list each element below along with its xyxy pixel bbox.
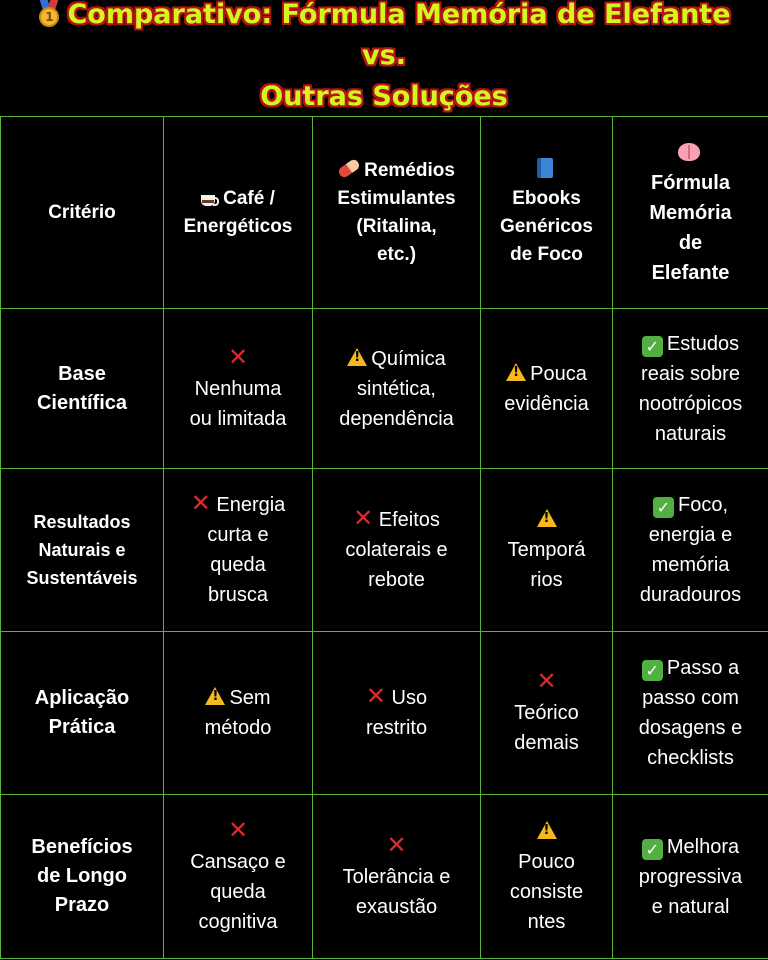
cell-line: Tolerância e xyxy=(342,865,451,888)
table-cell xyxy=(164,795,313,959)
cell-line: progressiva xyxy=(638,865,743,888)
book-icon xyxy=(537,158,553,178)
check-icon: ✓ xyxy=(642,660,663,681)
row-criterion xyxy=(1,632,164,795)
table-row xyxy=(1,469,768,632)
title-line-1: Comparativo: Fórmula Memória de Elefante vs. xyxy=(67,0,731,71)
cell-line: método xyxy=(204,717,272,739)
page-title xyxy=(0,0,768,116)
cell-line: rebote xyxy=(368,569,425,591)
pill-icon xyxy=(337,157,361,179)
check-icon: ✓ xyxy=(642,839,663,860)
brain-icon xyxy=(678,143,700,161)
cell-line: Efeitos xyxy=(378,509,440,531)
cell-line: ou limitada xyxy=(189,407,287,430)
cell-line: Pouca xyxy=(530,362,587,385)
warning-icon xyxy=(347,348,367,366)
cell-line: Foco, xyxy=(677,494,729,516)
cell-line: ntes xyxy=(527,910,566,933)
header-label: Critério xyxy=(48,201,116,223)
table-cell xyxy=(313,469,481,632)
header-criterio xyxy=(1,117,164,309)
x-icon: ✕ xyxy=(353,504,374,532)
header-label: Energéticos xyxy=(183,215,293,237)
x-icon: ✕ xyxy=(536,667,557,695)
cell-line: sintética, xyxy=(357,377,436,400)
cell-line: Nenhuma xyxy=(194,377,282,400)
table-cell xyxy=(164,309,313,469)
criterion-line: Benefícios xyxy=(31,836,133,858)
table-cell xyxy=(481,309,613,469)
cell-line: Temporá xyxy=(507,539,586,561)
table-cell xyxy=(164,469,313,632)
cell-line: rios xyxy=(530,569,563,591)
row-criterion xyxy=(1,309,164,469)
cell-line: Cansaço e xyxy=(190,850,286,873)
header-label: Remédios xyxy=(364,159,455,181)
criterion-line: Científica xyxy=(36,391,128,414)
x-icon: ✕ xyxy=(227,815,249,844)
criterion-line: Naturais e xyxy=(38,540,126,560)
header-label: etc.) xyxy=(376,243,417,265)
cell-line: queda xyxy=(210,880,266,903)
title-line-2: Outras Soluções xyxy=(260,80,508,112)
table-row xyxy=(1,795,768,959)
row-criterion xyxy=(1,795,164,959)
header-ebooks xyxy=(481,117,613,309)
criterion-line: Sustentáveis xyxy=(26,568,138,588)
cell-line: Melhora xyxy=(666,835,740,858)
cell-line: nootrópicos xyxy=(638,392,743,415)
cell-line: queda xyxy=(210,554,266,576)
cell-line: colaterais e xyxy=(345,539,448,561)
check-icon: ✓ xyxy=(653,497,674,518)
header-cafe xyxy=(164,117,313,309)
cell-line: energia e xyxy=(648,524,733,546)
header-label: Genéricos xyxy=(500,215,593,237)
header-label: (Ritalina, xyxy=(356,215,437,237)
criterion-line: Base xyxy=(58,362,106,385)
table-cell xyxy=(613,309,768,469)
header-formula xyxy=(613,117,768,309)
header-label: Elefante xyxy=(651,261,730,284)
cell-line: cognitiva xyxy=(198,910,278,933)
cell-line: memória xyxy=(651,554,730,576)
cell-line: brusca xyxy=(207,584,269,606)
cell-line: naturais xyxy=(654,422,727,445)
header-label: de xyxy=(678,231,703,254)
table-row xyxy=(1,632,768,795)
warning-icon xyxy=(537,509,557,527)
header-label: Café / xyxy=(223,187,275,209)
criterion-line: Prática xyxy=(48,716,116,738)
cell-line: Sem xyxy=(229,687,271,709)
warning-icon xyxy=(537,821,557,839)
x-icon: ✕ xyxy=(227,342,249,371)
cell-line: Química xyxy=(371,347,446,370)
cell-line: Teórico xyxy=(514,702,579,724)
cell-line: restrito xyxy=(365,717,428,739)
cell-line: Energia xyxy=(216,494,286,516)
cell-line: e natural xyxy=(651,895,730,918)
header-label: de Foco xyxy=(510,243,583,265)
header-label: Memória xyxy=(649,201,732,224)
check-icon: ✓ xyxy=(642,336,663,357)
cell-line: dependência xyxy=(339,407,454,430)
header-label: Fórmula xyxy=(651,171,730,194)
criterion-line: Resultados xyxy=(33,512,131,532)
medal-icon: 1 xyxy=(37,0,61,27)
cell-line: Passo a xyxy=(666,657,740,679)
cell-line: checklists xyxy=(647,747,734,769)
cell-line: passo com xyxy=(642,687,739,709)
cell-line: dosagens e xyxy=(638,717,743,739)
x-icon: ✕ xyxy=(190,489,211,517)
cell-line: Estudos xyxy=(666,332,740,355)
coffee-icon xyxy=(201,190,219,206)
warning-icon xyxy=(205,687,225,705)
cell-line: curta e xyxy=(207,524,269,546)
header-row xyxy=(1,117,768,309)
criterion-line: de Longo xyxy=(37,865,127,887)
table-row xyxy=(1,309,768,469)
comparison-table xyxy=(0,116,768,959)
table-cell xyxy=(481,469,613,632)
x-icon: ✕ xyxy=(365,682,386,710)
table-cell xyxy=(481,795,613,959)
x-icon: ✕ xyxy=(386,830,407,859)
criterion-line: Aplicação xyxy=(34,687,130,709)
header-label: Estimulantes xyxy=(337,187,456,209)
cell-line: evidência xyxy=(504,392,589,415)
table-cell xyxy=(481,632,613,795)
cell-line: exaustão xyxy=(355,895,438,918)
table-cell xyxy=(613,469,768,632)
cell-line: consiste xyxy=(509,880,584,903)
table-cell xyxy=(613,795,768,959)
cell-line: duradouros xyxy=(639,584,742,606)
criterion-line: Prazo xyxy=(54,894,110,916)
row-criterion xyxy=(1,469,164,632)
warning-icon xyxy=(506,363,526,381)
header-label: Ebooks xyxy=(512,187,581,209)
table-cell xyxy=(313,309,481,469)
table-cell xyxy=(613,632,768,795)
cell-line: demais xyxy=(514,732,579,754)
cell-line: Pouco xyxy=(518,850,575,873)
cell-line: reais sobre xyxy=(641,362,740,385)
table-cell xyxy=(313,632,481,795)
table-cell xyxy=(164,632,313,795)
header-remedios xyxy=(313,117,481,309)
cell-line: Uso xyxy=(391,687,428,709)
table-cell xyxy=(313,795,481,959)
